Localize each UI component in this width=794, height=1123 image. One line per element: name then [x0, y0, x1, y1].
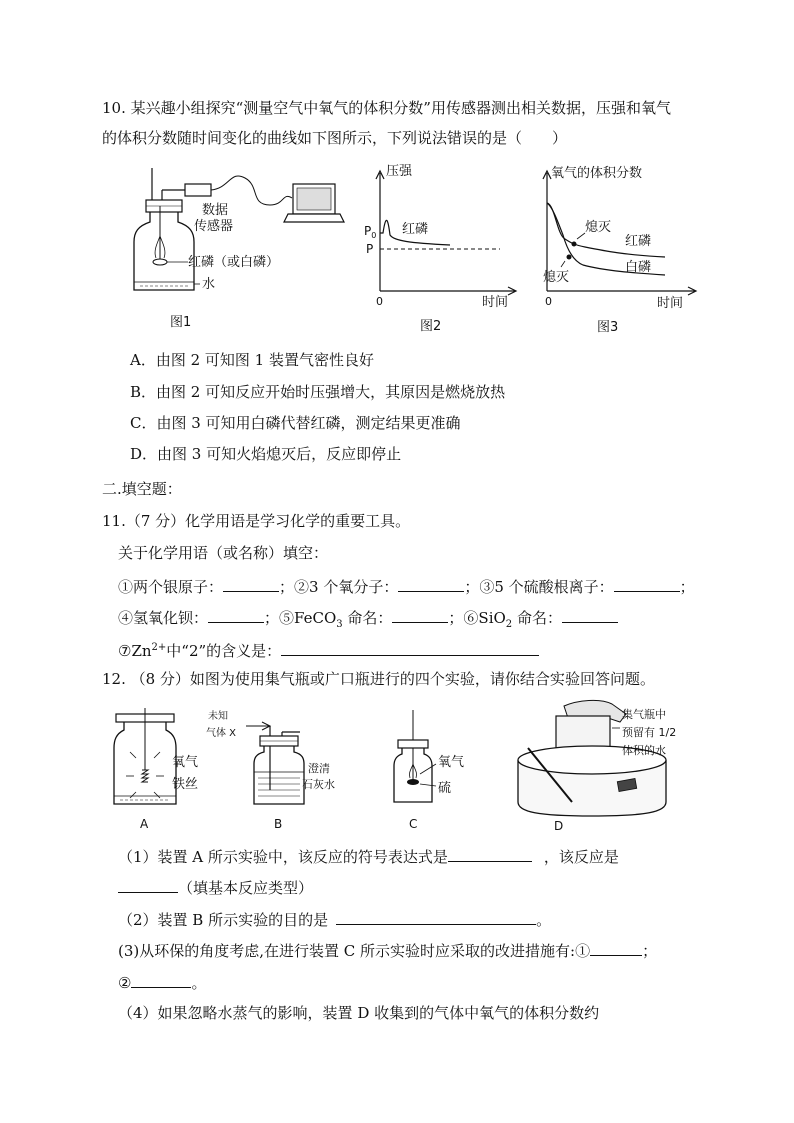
q11-row-3: $⑦Zn^{2+}$中“2”的含义是：: [118, 638, 539, 661]
white-extinguish-point: [567, 255, 572, 260]
q11-row-1: ①两个银原子： ；②3 个氧分子： ；③5 个硫酸根离子： ；: [118, 575, 695, 597]
sensor-box: [185, 184, 211, 196]
answer-blank-6[interactable]: [562, 606, 618, 623]
figb-caption: B: [274, 817, 283, 831]
answer-blank-12[interactable]: [131, 971, 191, 988]
figure-1-apparatus: [120, 160, 350, 335]
figd-label-1: 集气瓶中: [622, 708, 666, 721]
figure-a-iron-wire: [112, 708, 212, 833]
figb-label-1: 澄清: [308, 762, 330, 775]
fig3-xlabel: 时间: [657, 296, 684, 311]
fig1-caption: 图1: [170, 315, 192, 330]
q12-part-1-cont: （填基本反应类型）: [118, 876, 313, 898]
fig1-water-label: 水: [202, 277, 216, 292]
fig3-extinguish-2: 熄灭: [543, 270, 570, 285]
q11-row-2: ④氢氧化钡： ；⑤FeCO$_3$ 命名： ；⑥SiO$_2$ 命名：: [118, 606, 618, 635]
q12-part-4: （4）如果忽略水蒸气的影响，装置 D 收集到的气体中氧气的体积分数约: [118, 1004, 600, 1022]
fig3-origin: 0: [545, 295, 552, 308]
fig1-phosphorus-label: 红磷（或白磷）: [188, 255, 280, 270]
figc-label-2: 硫: [438, 781, 452, 796]
figd-label-3: 体积的水: [622, 744, 666, 757]
fig3-white-label: 白磷: [625, 260, 652, 275]
q12-part-2: （2）装置 B 所示实验的目的是 。: [118, 908, 551, 930]
figure-d-water-trough: [508, 698, 688, 833]
fig2-curve-label: 红磷: [402, 222, 429, 237]
fig1-sensor-label-1: 数据: [202, 203, 229, 218]
answer-blank-4[interactable]: [208, 606, 264, 623]
q12-title: 12. （8 分）如图为使用集气瓶或广口瓶进行的四个实验，请你结合实验回答问题。: [102, 670, 655, 688]
q10-option-c: C．由图 3 可知用白磷代替红磷，测定结果更准确: [130, 414, 461, 432]
fig2-xlabel: 时间: [482, 295, 509, 310]
fig2-caption: 图2: [420, 319, 442, 334]
fig2-origin: 0: [376, 295, 383, 308]
answer-blank-10[interactable]: [336, 908, 536, 925]
q11-intro: 关于化学用语（或名称）填空：: [118, 544, 329, 562]
figb-label-2: 石灰水: [302, 778, 335, 791]
q10-option-b: B．由图 2 可知反应开始时压强增大，其原因是燃烧放热: [130, 383, 506, 401]
answer-blank-1[interactable]: [223, 575, 279, 592]
fig1-sensor-label-2: 传感器: [194, 219, 234, 234]
fig3-ylabel: 氧气的体积分数: [551, 166, 643, 181]
figc-label-1: 氧气: [438, 755, 465, 770]
fig3-extinguish-1: 熄灭: [585, 220, 612, 235]
q12-part-1: （1）装置 A 所示实验中，该反应的符号表达式是 ，该反应是: [118, 845, 619, 867]
answer-blank-7[interactable]: [281, 639, 539, 656]
figure-b-limewater: [206, 706, 335, 834]
figure-2-pressure-chart: [350, 163, 525, 338]
answer-blank-3[interactable]: [614, 575, 680, 592]
figb-gas-label-1: 未知: [208, 711, 228, 722]
q10-option-a: A．由图 2 可知图 1 装置气密性良好: [130, 351, 374, 369]
q10-option-d: D．由图 3 可知火焰熄灭后，反应即停止: [130, 445, 402, 463]
figure-c-sulfur: [380, 710, 490, 835]
figd-label-2: 预留有 1/2: [622, 726, 677, 739]
fig2-p-label: P: [366, 242, 374, 256]
answer-blank-9[interactable]: [118, 876, 178, 893]
figb-gas-label-2: 气体 X: [206, 728, 237, 739]
fig2-ylabel: 压强: [386, 164, 413, 179]
answer-blank-2[interactable]: [398, 575, 464, 592]
red-extinguish-point: [572, 242, 577, 247]
answer-blank-11[interactable]: [590, 939, 642, 956]
q10-line2: 的体积分数随时间变化的曲线如下图所示，下列说法错误的是（ ）: [102, 129, 568, 147]
fig2-p0-label: $P_0$: [364, 224, 377, 240]
answer-blank-5[interactable]: [392, 606, 448, 623]
q12-part-3: (3)从环保的角度考虑,在进行装置 C 所示实验时应采取的改进措施有:① ；: [118, 939, 657, 961]
q10-line1: 10. 某兴趣小组探究“测量空气中氧气的体积分数”用传感器测出相关数据，压强和氧气: [102, 99, 671, 117]
answer-blank-8[interactable]: [448, 845, 532, 862]
figa-caption: A: [140, 817, 149, 831]
q12-part-3-cont: ② 。: [118, 971, 206, 993]
figa-label-2: 铁丝: [172, 777, 199, 792]
figa-label-1: 氧气: [172, 755, 199, 770]
fig3-red-label: 红磷: [625, 234, 652, 249]
figc-caption: C: [409, 817, 418, 831]
figd-caption: D: [554, 819, 564, 833]
q11-title: 11.（7 分）化学用语是学习化学的重要工具。: [102, 512, 411, 530]
section-2-heading: 二.填空题：: [102, 480, 182, 498]
fig3-caption: 图3: [597, 320, 619, 335]
figure-3-oxygen-chart: [525, 165, 705, 340]
